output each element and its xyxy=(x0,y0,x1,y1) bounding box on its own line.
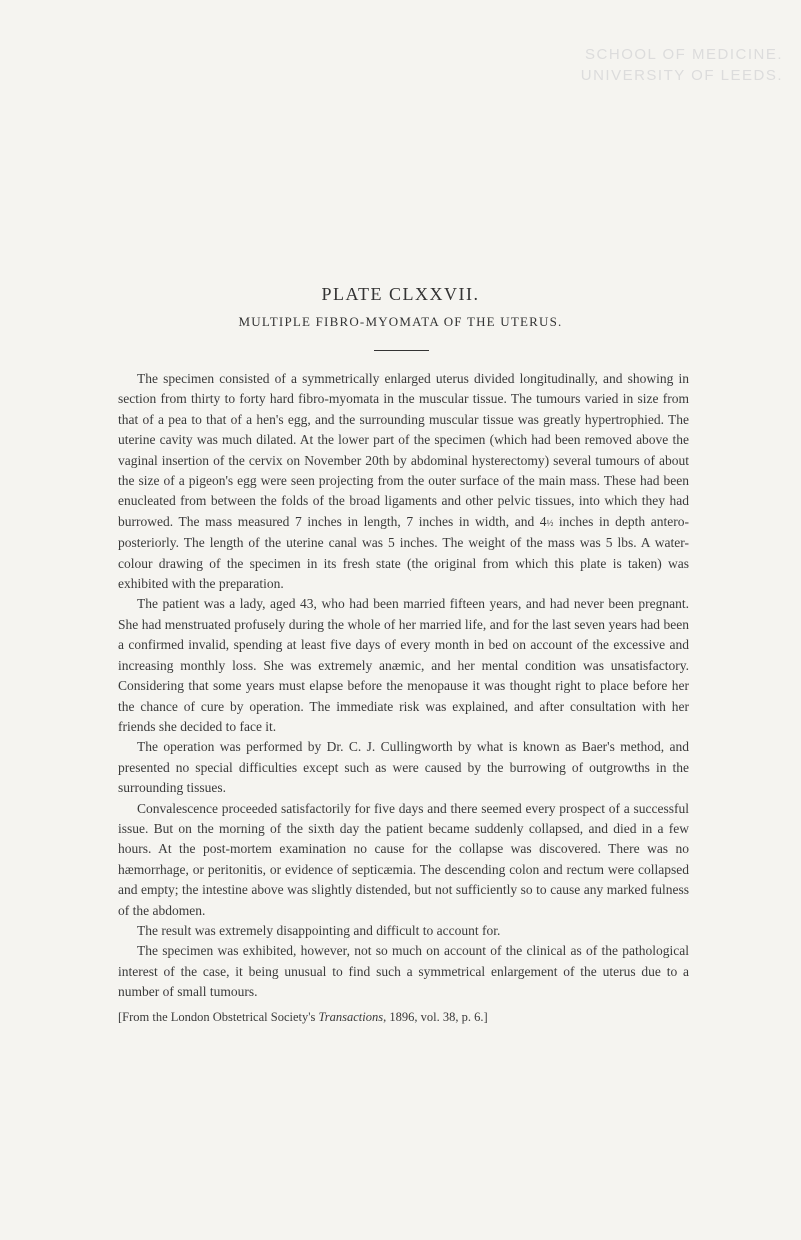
plate-title: PLATE CLXXVII. xyxy=(321,284,480,304)
stamp-line-school: SCHOOL OF MEDICINE. xyxy=(585,46,783,63)
specimen-text-rest: inches in depth antero-posteriorly. The length of the uterine canal was 5 inches. The weight of the mass was 5 lbs. A water-colour drawing of the specimen in its fresh state (the original from which this plate is taken) was exhibited with the preparation. xyxy=(118,513,689,592)
source-prefix: [From the London Obstetrical Society's xyxy=(118,1009,319,1024)
title-divider xyxy=(374,350,429,351)
paragraph-result: The result was extremely disappointing and difficult to account for. xyxy=(137,922,501,938)
paragraph-specimen xyxy=(118,369,689,594)
paragraph-operation: The operation was performed by Dr. C. J. Cullingworth by what is known as Baer's method, and presented no special difficulties except such as were caused by the burrowing of outgrowths in the surrounding tissues. xyxy=(118,739,689,796)
library-stamp xyxy=(581,44,783,86)
paragraph-patient: The patient was a lady, aged 43, who had been married fifteen years, and had never been pregnant. She had menstruated profusely during the whole of her married life, and for the last seven years had been a confirmed invalid, spending at least five days of every month in bed on account of the excessive and increasing monthly loss. She was extremely anæmic, and her mental condition was unsatisfactory. Considering that some years must elapse before the menopause it was thought right to place before her the chance of cure by operation. The immediate risk was explained, and after consultation with her friends she decided to face it. xyxy=(118,596,689,734)
paragraph-interest: The specimen was exhibited, however, not so much on account of the clinical as of the pathological interest of the case, it being unusual to find such a symmetrical enlargement of the uterus due to a number of small tumours. xyxy=(118,943,689,1000)
paragraph-convalescence: Convalescence proceeded satisfactorily for five days and there seemed every prospect of a successful issue. But on the morning of the sixth day the patient became suddenly collapsed, and died in a few hours. At the post-mortem examination no cause for the collapse was discovered. There was no hæmorrhage, or peritonitis, or evidence of septicæmia. The descending colon and rectum were collapsed and empty; the intestine above was slightly distended, but not sufficiently so to cause any marked fulness of the abdomen. xyxy=(118,800,689,918)
depth-fraction: ½ xyxy=(546,517,554,528)
stamp-line-university: UNIVERSITY OF LEEDS. xyxy=(580,67,783,84)
plate-subtitle: MULTIPLE FIBRO-MYOMATA OF THE UTERUS. xyxy=(238,314,563,329)
body-text xyxy=(118,369,689,1027)
source-citation xyxy=(118,1007,689,1027)
source-suffix: , 1896, vol. 38, p. 6.] xyxy=(383,1009,488,1024)
source-journal: Transactions xyxy=(318,1009,384,1024)
specimen-text: The specimen consisted of a symmetrically enlarged uterus divided longitudinally, and showing in section from thirty to forty hard fibro-myomata in the muscular tissue. The tumours varied in size from that of a pea to that of a hen's egg, and the surrounding muscular tissue was greatly hypertrophied. The uterine cavity was much dilated. At the lower part of the specimen (which had been removed above the vaginal insertion of the cervix on November 20th by abdominal hysterectomy) several tumours of about the size of a pigeon's egg were seen projecting from the outer surface of the main mass. These had been enucleated from between the folds of the broad ligaments and other pelvic tissues, into which they had burrowed. The mass measured 7 inches in length, 7 inches in width, and 4 xyxy=(118,371,689,529)
